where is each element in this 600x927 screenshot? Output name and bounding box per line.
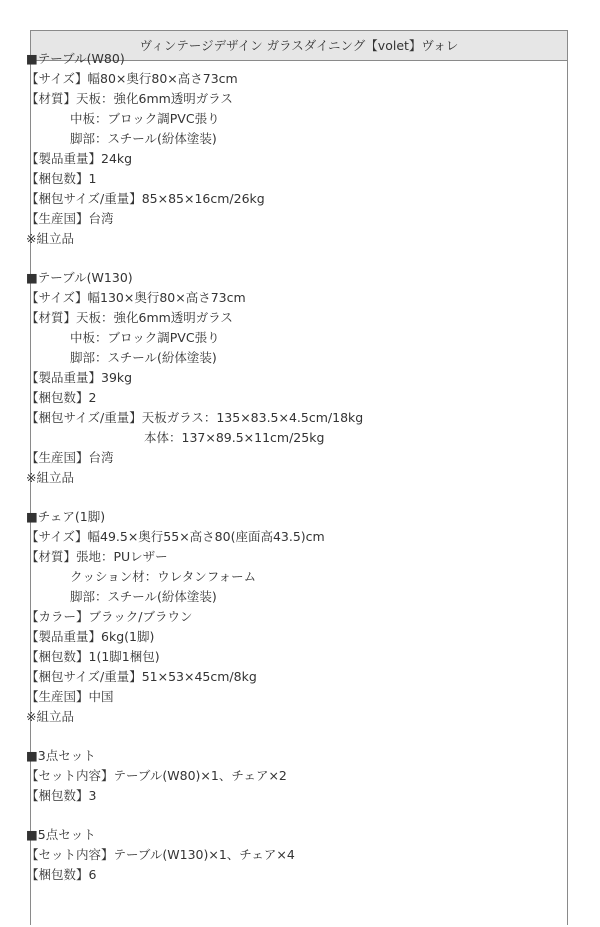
spec-line: 本体：137×89.5×11cm/25kg bbox=[144, 430, 325, 445]
section-gap bbox=[26, 249, 600, 268]
spec-line: 【サイズ】幅80×奥行80×高さ73cm bbox=[26, 71, 238, 86]
spec-line: 【梱包サイズ/重量】天板ガラス：135×83.5×4.5cm/18kg bbox=[26, 410, 364, 425]
spec-content bbox=[26, 49, 600, 885]
spec-line: 【セット内容】テーブル(W80)×1、チェア×2 bbox=[26, 768, 287, 783]
spec-line: ※組立品 bbox=[26, 231, 74, 246]
spec-line: ※組立品 bbox=[26, 709, 74, 724]
section-gap bbox=[26, 488, 600, 507]
spec-line: 【生産国】台湾 bbox=[26, 211, 114, 226]
spec-line: 【生産国】台湾 bbox=[26, 450, 114, 465]
spec-line: 【梱包数】1 bbox=[26, 171, 97, 186]
spec-line: 【カラー】ブラック/ブラウン bbox=[26, 609, 193, 624]
spec-line: 【セット内容】テーブル(W130)×1、チェア×4 bbox=[26, 847, 295, 862]
section-gap bbox=[26, 727, 600, 746]
page-title: ヴィンテージデザイン ガラスダイニング【volet】ヴォレ bbox=[31, 31, 567, 61]
spec-line: 【生産国】中国 bbox=[26, 689, 114, 704]
spec-line: 【材質】天板：強化6mm透明ガラス bbox=[26, 91, 233, 106]
spec-line: 【梱包サイズ/重量】85×85×16cm/26kg bbox=[26, 191, 265, 206]
spec-line: 【製品重量】24kg bbox=[26, 151, 133, 166]
section-heading: ■チェア(1脚) bbox=[26, 509, 106, 524]
spec-line: 【梱包数】6 bbox=[26, 867, 97, 882]
spec-line: 【製品重量】39kg bbox=[26, 370, 133, 385]
spec-line: 【製品重量】6kg(1脚) bbox=[26, 629, 155, 644]
spec-line: ※組立品 bbox=[26, 470, 74, 485]
spec-line: 【梱包数】2 bbox=[26, 390, 97, 405]
section-heading: ■テーブル(W80) bbox=[26, 51, 125, 66]
section-heading: ■3点セット bbox=[26, 748, 96, 763]
section-heading: ■5点セット bbox=[26, 827, 96, 842]
spec-line: 中板：ブロック調PVC張り bbox=[70, 111, 220, 126]
spec-line: 【サイズ】幅49.5×奥行55×高さ80(座面高43.5)cm bbox=[26, 529, 325, 544]
spec-line: 中板：ブロック調PVC張り bbox=[70, 330, 220, 345]
section-heading: ■テーブル(W130) bbox=[26, 270, 133, 285]
spec-line: 【サイズ】幅130×奥行80×高さ73cm bbox=[26, 290, 246, 305]
section-gap bbox=[26, 806, 600, 825]
spec-line: 脚部：スチール(紛体塗装) bbox=[70, 131, 217, 146]
spec-line: 脚部：スチール(紛体塗装) bbox=[70, 589, 217, 604]
spec-line: 【材質】張地：PUレザー bbox=[26, 549, 168, 564]
spec-line: 脚部：スチール(紛体塗装) bbox=[70, 350, 217, 365]
spec-line: 【梱包サイズ/重量】51×53×45cm/8kg bbox=[26, 669, 257, 684]
spec-line: 【梱包数】3 bbox=[26, 788, 97, 803]
spec-line: 【梱包数】1(1脚1梱包) bbox=[26, 649, 160, 664]
spec-line: クッション材：ウレタンフォーム bbox=[70, 569, 257, 584]
spec-line: 【材質】天板：強化6mm透明ガラス bbox=[26, 310, 233, 325]
